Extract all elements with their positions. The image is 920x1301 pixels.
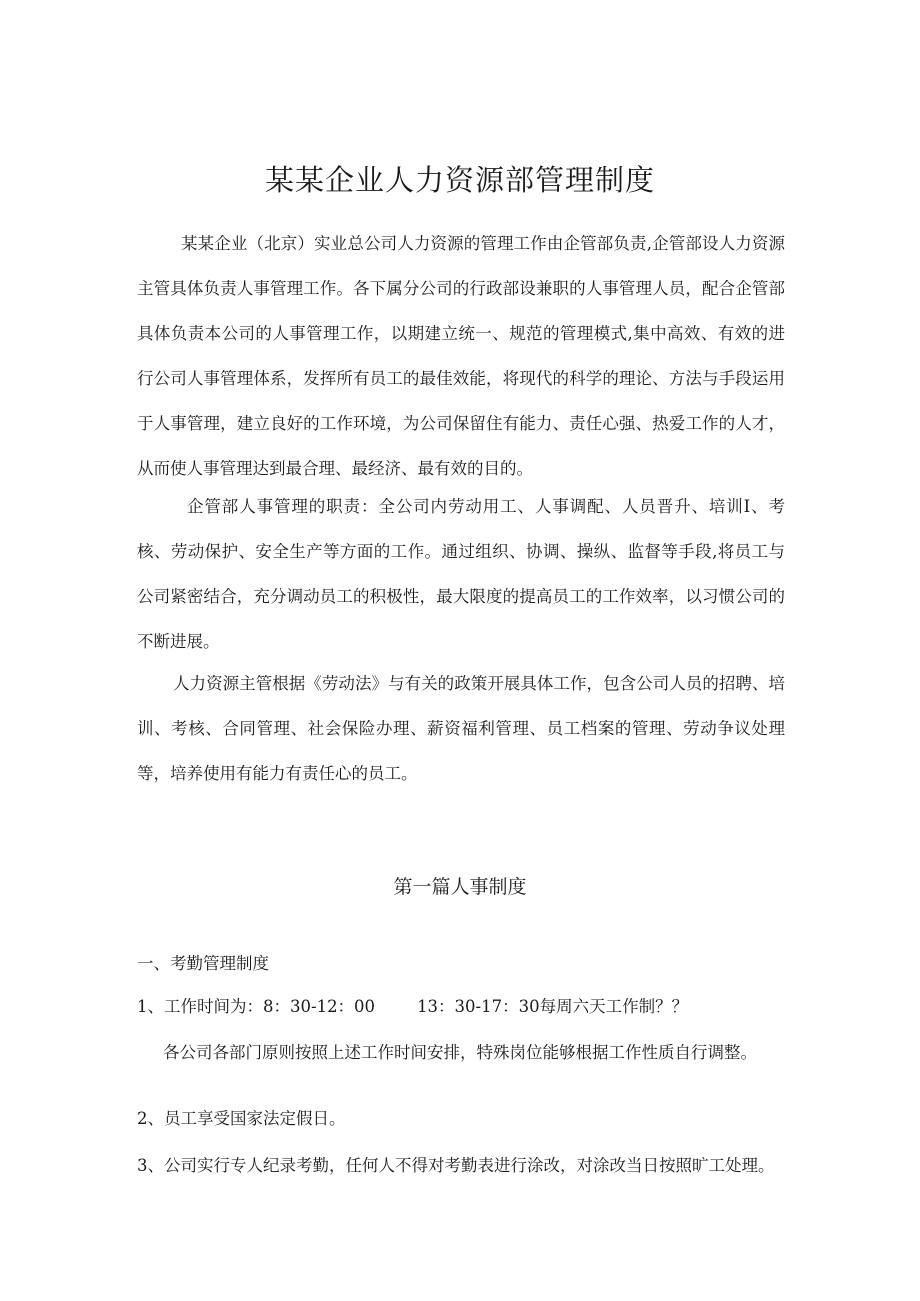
- rule-item-2: 2、员工享受国家法定假日。: [137, 1109, 346, 1128]
- subsection-heading: 一、考勤管理制度: [137, 954, 269, 973]
- section-title: 第一篇人事制度: [393, 876, 527, 898]
- document-title: 某某企业人力资源部管理制度: [264, 163, 655, 197]
- rule-item-3: 3、公司实行专人纪录考勤，任何人不得对考勤表进行涂改，对涂改当日按照旷工处理。: [137, 1156, 775, 1175]
- rule-item-1-morning-hours: 1、工作时间为：8：30-12：00: [137, 997, 376, 1016]
- intro-paragraph-2: 企管部人事管理的职责：全公司内劳动用工、人事调配、人员晋升、培训I、考核、劳动保护、安全生产等方面的工作。通过组织、协调、操纵、监督等手段,将员工与公司紧密结合，充分调动员工的积极性，最大限度的提高员工的工作效率，以习惯公司的不断进展。: [137, 497, 785, 651]
- rule-item-1-note: 各公司各部门原则按照上述工作时间安排，特殊岗位能够根据工作性质自行调整。: [163, 1043, 757, 1062]
- intro-paragraph-3: 人力资源主管根据《劳动法》与有关的政策开展具体工作，包含公司人员的招聘、培训、考核、合同管理、社会保险办理、薪资福利管理、员工档案的管理、劳动争议处理等，培养使用有能力有责任心的员工。: [137, 674, 785, 783]
- intro-paragraph-1: 某某企业（北京）实业总公司人力资源的管理工作由企管部负责,企管部设人力资源主管具体负责人事管理工作。各下属分公司的行政部设兼职的人事管理人员，配合企管部具体负责本公司的人事管理工作，以期建立统一、规范的管理模式,集中高效、有效的进行公司人事管理体系，发挥所有员工的最佳效能，将现代的科学的理论、方法与手段运用于人事管理，建立良好的工作环境，为公司保留住有能力、责任心强、热爱工作的人才，从而使人事管理达到最合理、最经济、最有效的目的。: [137, 234, 785, 478]
- rule-item-1: [137, 993, 688, 1017]
- rule-item-1-afternoon-hours: 13：30-17：30每周六天工作制？？: [417, 997, 689, 1016]
